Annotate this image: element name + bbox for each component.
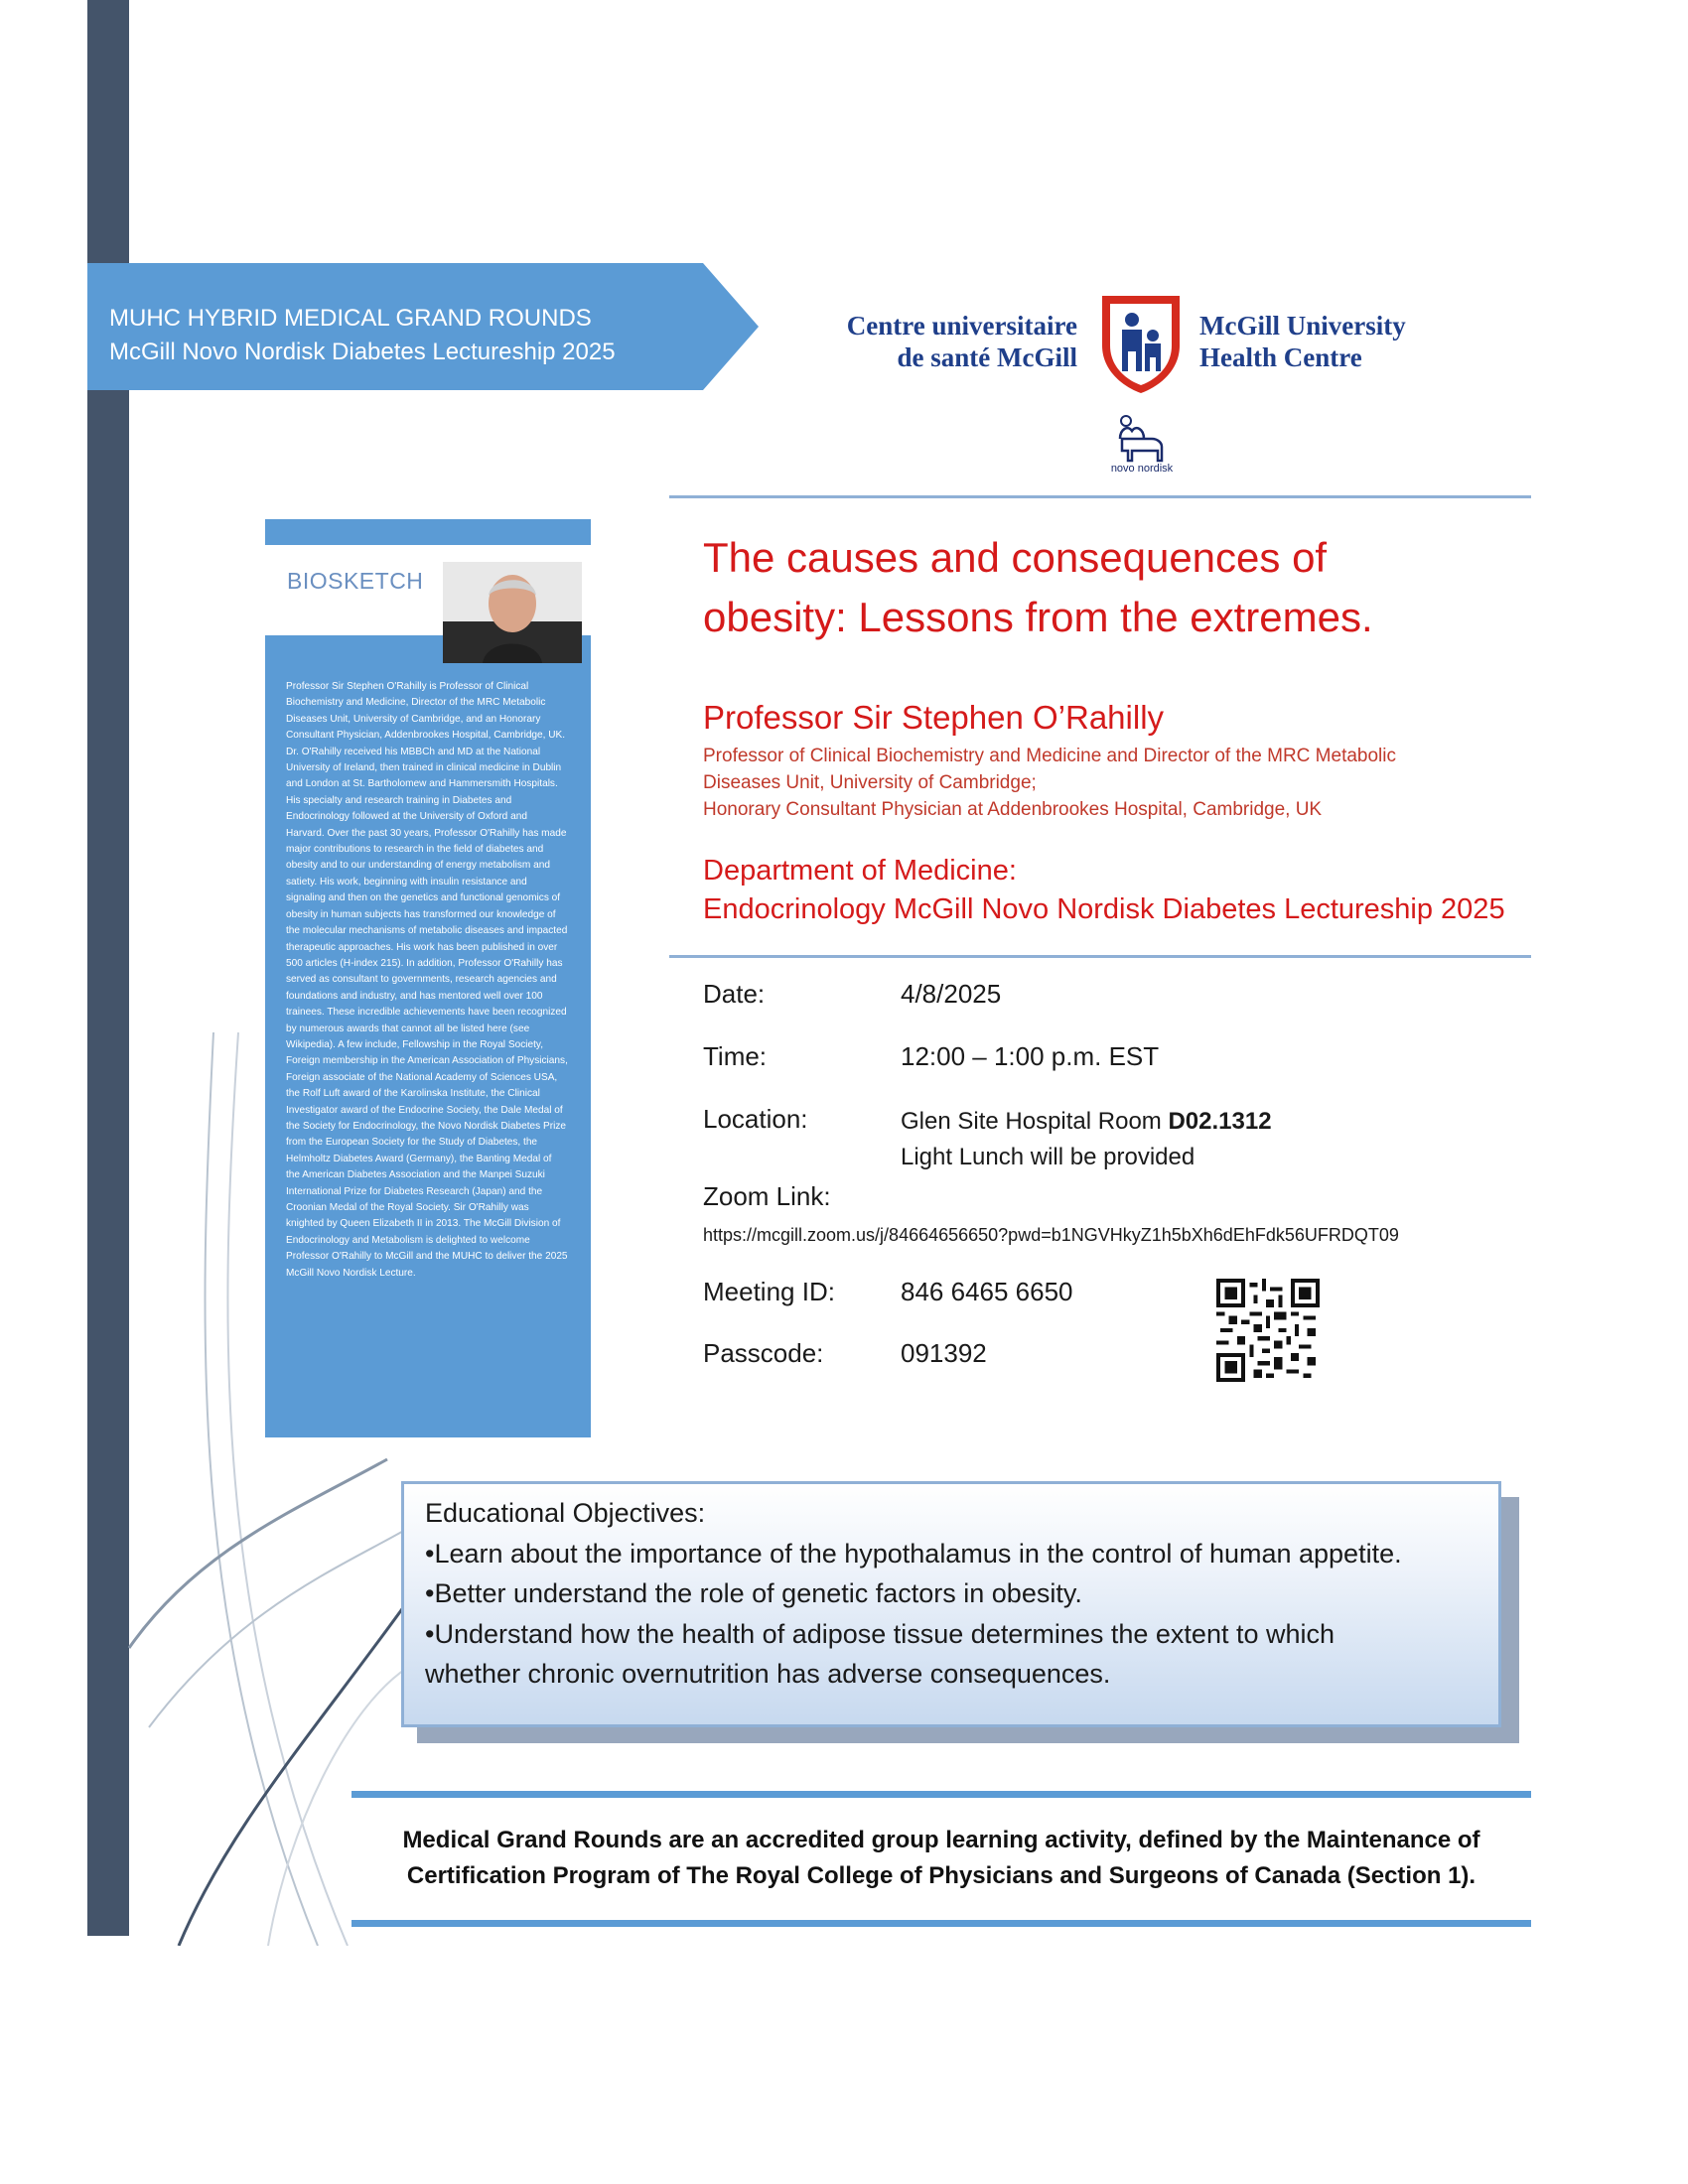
divider xyxy=(352,1791,1531,1798)
affiliation-line-2: Diseases Unit, University of Cambridge; xyxy=(703,772,1037,793)
speaker-affiliation xyxy=(703,743,1537,823)
date-label: Date: xyxy=(703,979,766,1009)
banner-line-2: McGill Novo Nordisk Diabetes Lectureship 2025 xyxy=(109,339,616,365)
objective-item: •Better understand the role of genetic factors in obesity. xyxy=(425,1578,1082,1608)
time-value: 12:00 – 1:00 p.m. EST xyxy=(901,1041,1160,1071)
objective-item: •Understand how the health of adipose tissue determines the extent to which xyxy=(425,1618,1336,1649)
muhc-logo-french xyxy=(784,310,1077,373)
affiliation-line-3: Honorary Consultant Physician at Addenbrookes Hospital, Cambridge, UK xyxy=(703,799,1323,820)
meeting-id-value: 846 6465 6650 xyxy=(901,1277,1073,1306)
time-label: Time: xyxy=(703,1041,768,1071)
department-line-1: Department of Medicine: xyxy=(703,855,1017,887)
zoom-label: Zoom Link: xyxy=(703,1181,831,1211)
objective-item-continued: whether chronic overnutrition has adverse consequences. xyxy=(425,1659,1111,1689)
muhc-en-line-2: Health Centre xyxy=(1199,342,1362,372)
location-label: Location: xyxy=(703,1104,808,1134)
department xyxy=(703,852,1505,929)
location-room: D02.1312 xyxy=(1168,1108,1272,1135)
zoom-link[interactable]: https://mcgill.zoom.us/j/84664656650?pwd=b1NGVHkyZ1h5bXh6dEhFdk56UFRDQT09 xyxy=(703,1225,1399,1245)
muhc-shield-icon xyxy=(1098,292,1184,395)
location-value xyxy=(901,1108,1272,1136)
muhc-fr-line-1: Centre universitaire xyxy=(846,311,1077,341)
banner-text xyxy=(109,302,616,369)
muhc-en-line-1: McGill University xyxy=(1199,311,1406,341)
location-note: Light Lunch will be provided xyxy=(901,1144,1196,1170)
qr-code-icon[interactable] xyxy=(1216,1279,1320,1382)
talk-title-line-1: The causes and consequences of xyxy=(703,534,1328,581)
affiliation-line-1: Professor of Clinical Biochemistry and Medicine and Director of the MRC Metabolic xyxy=(703,746,1396,766)
biosketch-text: Professor Sir Stephen O'Rahilly is Professor of Clinical Biochemistry and Medicine, Director of the MRC Metabolic Diseases Unit, University of Cambridge, and an Honorary Consultant Physician, Addenbrookes Hospital, Cambridge, UK. Dr. O'Rahilly received his MBBCh and MD at the National University of Ireland, then trained in clinical medicine in Dublin and London at St. Bartholomew and Hammersmith Hospitals. His specialty and research training in Diabetes and Endocrinology followed at the University of Oxford and Harvard. Over the past 30 years, Professor O'Rahilly has made major contributions to research in the field of diabetes and obesity and to our understanding of energy metabolism and satiety. His work, beginning with insulin resistance and signaling and then on the genetics and functional genomics of obesity in human subjects has transformed our knowledge of the molecular mechanisms of metabolic diseases and impacted therapeutic approaches. His work has been published in over 500 articles (H-index 215). In addition, Professor O'Rahilly has served as consultant to governments, research agencies and foundations and industry, and has mentored well over 100 trainees. These incredible achievements have been recognized by numerous awards that cannot all be listed here (see Wikipedia). A few include, Fellowship in the Royal Society, Foreign membership in the American Association of Physicians, Foreign associate of the National Academy of Sciences USA, the Rolf Luft award of the Karolinska Institute, the Clinical Investigator award of the Endocrine Society, the Dale Medal of the Society for Endocrinology, the Novo Nordisk Diabetes Prize from the European Society for the Study of Diabetes, the Helmholtz Diabetes Award (Germany), the Banting Medal of the American Diabetes Association and the Manpei Suzuki International Prize for Diabetes Research (Japan) and the Croonian Medal of the Royal Society. Sir O'Rahilly was knighted by Queen Elizabeth II in 2013. The McGill Division of Endocrinology and Metabolism is delighted to welcome Professor O'Rahilly to McGill and the MUHC to deliver the 2025 McGill Novo Nordisk Lecture. xyxy=(286,681,568,1279)
divider xyxy=(669,495,1531,498)
department-line-2: Endocrinology McGill Novo Nordisk Diabetes Lectureship 2025 xyxy=(703,893,1505,925)
accreditation-line-2: Certification Program of The Royal College of Physicians and Surgeons of Canada (Section 1). xyxy=(406,1862,1477,1889)
speaker-photo xyxy=(443,562,582,663)
novo-nordisk-wordmark: novo nordisk xyxy=(1110,463,1174,475)
location-prefix: Glen Site Hospital Room xyxy=(901,1108,1169,1135)
talk-title xyxy=(703,528,1547,647)
talk-title-line-2: obesity: Lessons from the extremes. xyxy=(703,594,1373,640)
passcode-value: 091392 xyxy=(901,1338,987,1368)
biosketch-heading: BIOSKETCH xyxy=(287,568,424,594)
divider xyxy=(352,1920,1531,1927)
meeting-id-label: Meeting ID: xyxy=(703,1277,835,1306)
objective-item: •Learn about the importance of the hypothalamus in the control of human appetite. xyxy=(425,1538,1402,1569)
biosketch-top-bar xyxy=(265,519,591,545)
speaker-name: Professor Sir Stephen O’Rahilly xyxy=(703,699,1165,736)
banner-line-1: MUHC HYBRID MEDICAL GRAND ROUNDS xyxy=(109,305,592,332)
date-value: 4/8/2025 xyxy=(901,979,1002,1009)
passcode-label: Passcode: xyxy=(703,1338,824,1368)
objectives-text xyxy=(425,1493,1497,1695)
accreditation-statement xyxy=(352,1823,1531,1894)
divider xyxy=(669,955,1531,958)
muhc-fr-line-2: de santé McGill xyxy=(897,342,1077,372)
muhc-logo-english xyxy=(1199,310,1406,373)
objectives-heading: Educational Objectives: xyxy=(425,1498,706,1528)
accreditation-line-1: Medical Grand Rounds are an accredited group learning activity, defined by the Maintenance of xyxy=(402,1827,1480,1853)
